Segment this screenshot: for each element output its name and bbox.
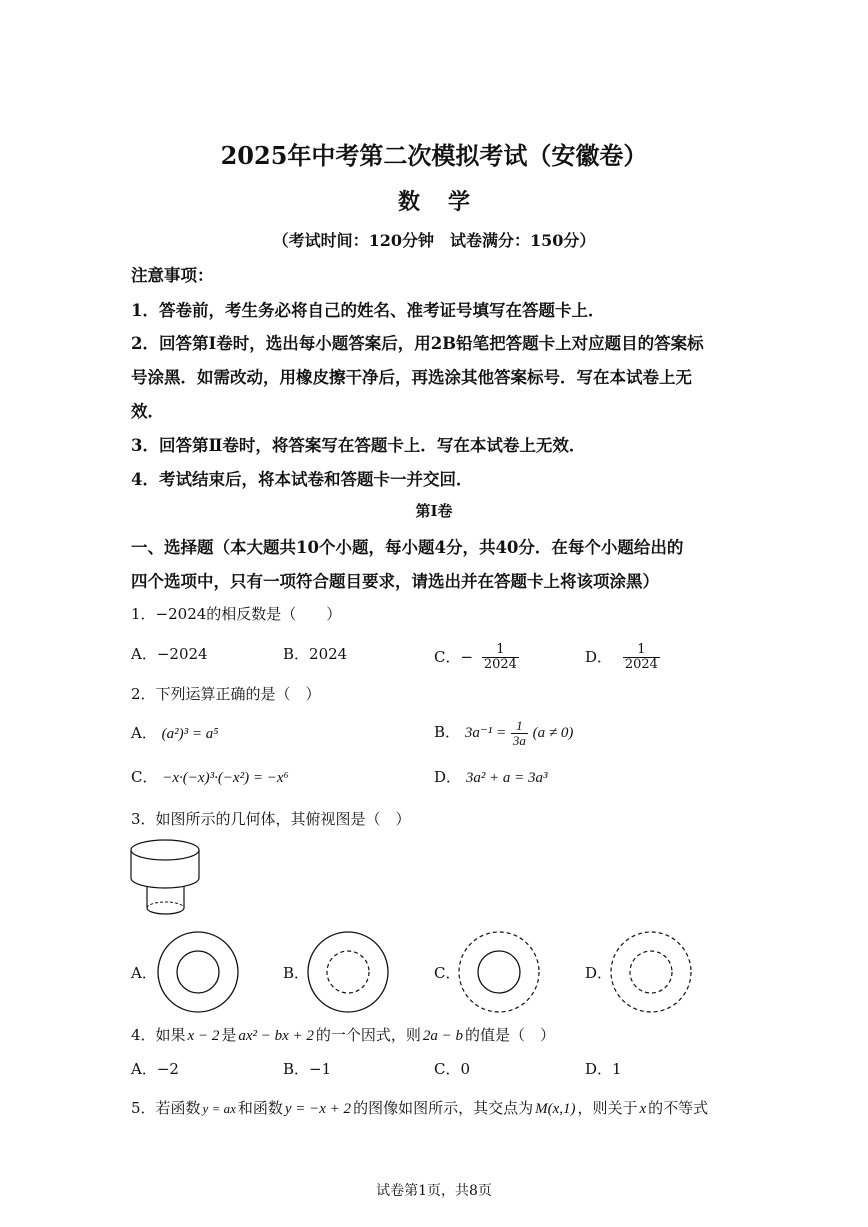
q1-d-numerator: 1: [623, 643, 660, 658]
q1-c-denominator: 2024: [483, 657, 517, 672]
q3-option-d-label: D．: [585, 964, 613, 982]
q2-c-expression: −x·(−x)³·(−x²) = −x⁶: [162, 770, 289, 786]
q2-b-left: 3a⁻¹ =: [464, 725, 507, 741]
q4-stem: [131, 1024, 555, 1045]
q5-stem: [131, 1097, 708, 1118]
q1-option-c: [434, 643, 519, 672]
q2-d-expression: 3a² + a = 3a³: [465, 770, 548, 786]
q2-b-right: (a ≠ 0): [532, 725, 574, 741]
q2-option-c: [131, 766, 289, 787]
q3-option-a-label: A．: [131, 964, 157, 982]
q4-stem-prefix: 4．如果: [131, 1026, 186, 1044]
q3-stem: 3．如图所示的几何体，其俯视图是（ ）: [131, 810, 411, 828]
q1-stem: 1．−2024的相反数是（ ）: [131, 605, 342, 623]
q4-expr-polynomial: ax² − bx + 2: [238, 1028, 314, 1044]
exam-title: 2025年中考第二次模拟考试（安徽卷）: [220, 141, 648, 170]
q1-option-a: A．−2024: [131, 645, 208, 663]
q2-d-label: D．: [434, 768, 462, 786]
q3-option-c-figure: [456, 929, 542, 1015]
q3-option-b-label: B．: [283, 964, 310, 982]
q5-prefix: 5．若函数: [131, 1099, 201, 1117]
q2-a-expression: (a²)³ = a⁵: [161, 726, 219, 742]
q5-variable: x: [639, 1101, 647, 1117]
q1-c-numerator: 1: [482, 643, 519, 658]
q1-d-denominator: 2024: [624, 657, 658, 672]
q4-expr-factor: x − 2: [187, 1028, 220, 1044]
q1-option-b: B．2024: [283, 645, 348, 663]
part-label: 第Ⅰ卷: [415, 502, 453, 520]
q5-suffix: 的不等式: [648, 1099, 709, 1117]
q4-expr-target: 2a − b: [422, 1028, 464, 1044]
q3-option-c-label: C．: [434, 964, 461, 982]
notice-line-2: 2．回答第Ⅰ卷时，选出每小题答案后，用2B铅笔把答题卡上对应题目的答案标: [131, 334, 704, 353]
q2-c-label: C．: [131, 768, 158, 786]
q2-b-label: B．: [434, 723, 461, 741]
q5-intersection-point: M(x,1): [535, 1101, 576, 1117]
notice-heading: 注意事项：: [131, 266, 214, 285]
q1-option-c-fraction: [482, 643, 519, 672]
q4-stem-mid2: 的一个因式，则: [315, 1026, 421, 1044]
subject-title: 数学: [397, 189, 498, 215]
q5-function-1: y = ax: [202, 1101, 236, 1116]
notice-line-3: 号涂黑．如需改动，用橡皮擦干净后，再选涂其他答案标号．写在本试卷上无: [131, 368, 692, 387]
q1-option-c-prefix: C．−: [434, 648, 474, 666]
notice-line-1: 1．答卷前，考生务必将自己的姓名、准考证号填写在答题卡上．: [131, 301, 605, 320]
q4-option-b: B．−1: [283, 1060, 332, 1078]
q4-option-a: A．−2: [131, 1060, 179, 1078]
section-line-2: 四个选项中，只有一项符合题目要求，请选出并在答题卡上将该项涂黑）: [131, 572, 659, 591]
q1-option-d: [585, 643, 660, 672]
geometric-solid-figure: [128, 838, 208, 923]
q1-option-d-fraction: [623, 643, 660, 672]
q4-stem-suffix: 的值是（ ）: [465, 1026, 556, 1044]
q5-mid: 和函数: [237, 1099, 283, 1117]
q5-mid2: 的图像如图所示，其交点为: [353, 1099, 534, 1117]
q5-function-2: y = −x + 2: [284, 1101, 352, 1117]
q2-a-label: A．: [131, 724, 157, 742]
section-line-1: 一、选择题（本大题共10个小题，每小题4分，共40分．在每个小题给出的: [131, 538, 684, 557]
q2-b-fraction: [511, 719, 528, 748]
notice-line-5: 3．回答第Ⅱ卷时，将答案写在答题卡上．写在本试卷上无效．: [131, 436, 586, 455]
q4-option-c: C．0: [434, 1060, 471, 1078]
notice-line-6: 4．考试结束后，将本试卷和答题卡一并交回．: [131, 470, 473, 489]
q2-option-b: [434, 719, 573, 748]
q5-mid3: ，则关于: [577, 1099, 638, 1117]
exam-meta: （考试时间：120分钟 试卷满分：150分）: [272, 231, 596, 250]
q3-option-a-figure: [155, 929, 241, 1015]
q1-option-d-prefix: D．: [585, 648, 613, 666]
q4-option-d: D．1: [585, 1060, 622, 1078]
q4-stem-mid: 是: [221, 1026, 237, 1044]
notice-line-4: 效．: [131, 402, 164, 421]
q2-option-a: [131, 722, 218, 743]
q2-option-d: [434, 766, 548, 787]
q3-option-b-figure: [305, 929, 391, 1015]
q3-option-d-figure: [608, 929, 694, 1015]
q2-b-numerator: 1: [511, 719, 528, 734]
page-footer: 试卷第1页，共8页: [376, 1183, 492, 1199]
q2-b-denominator: 3a: [512, 733, 526, 748]
q2-stem: 2．下列运算正确的是（ ）: [131, 685, 321, 703]
